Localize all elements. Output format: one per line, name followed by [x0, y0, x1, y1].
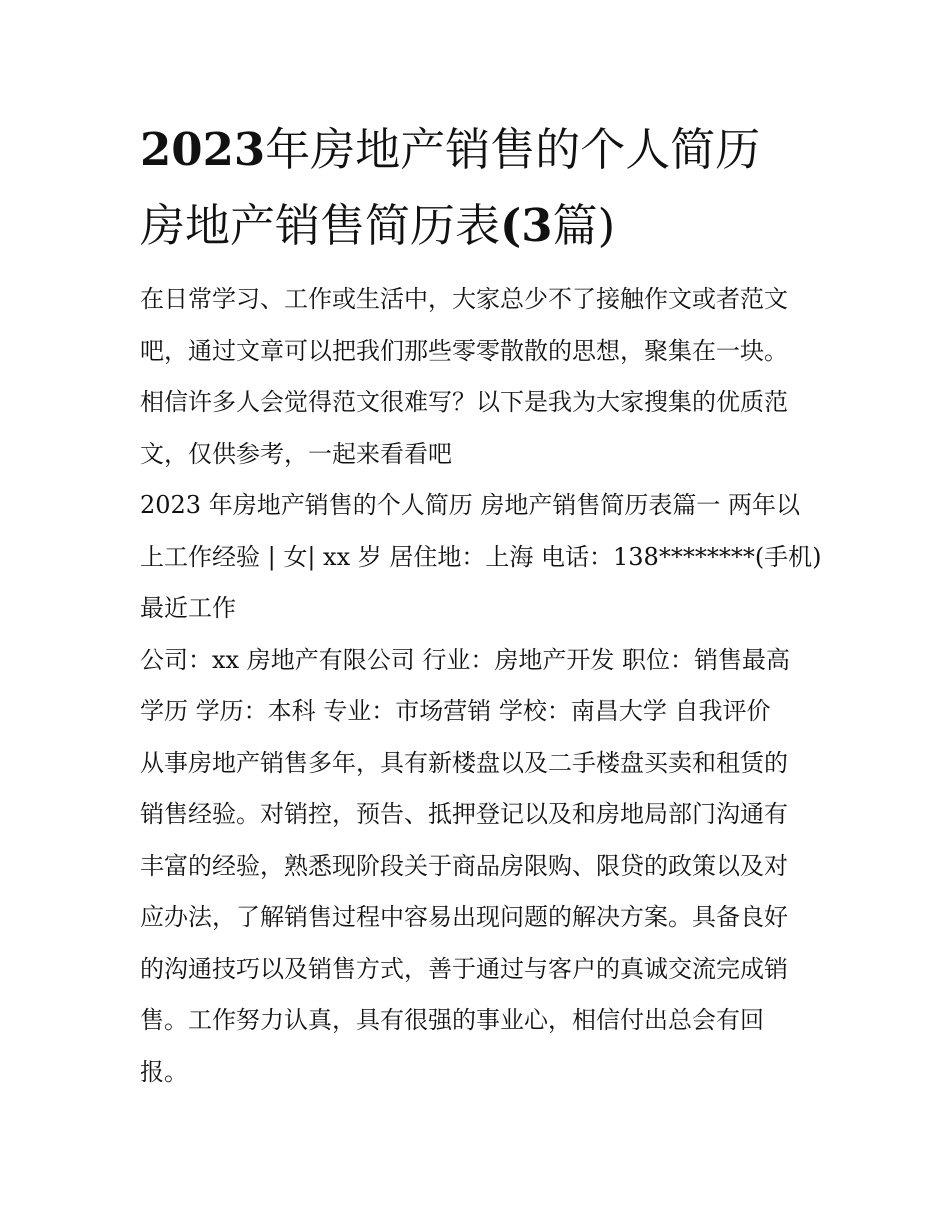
text-line: 在日常学习、工作或生活中，大家总少不了接触作文或者范文	[140, 285, 788, 313]
text-line: 上工作经验 | 女| xx 岁 居住地：上海 电话：138********(手机)	[140, 542, 822, 571]
title-year: 2023	[140, 123, 266, 176]
resume-body-paragraph	[140, 635, 820, 1099]
text-line: 的沟通技巧以及销售方式，善于通过与客户的真诚交流完成销	[140, 954, 788, 983]
resume-header-paragraph	[140, 480, 820, 635]
document-content	[140, 112, 820, 1098]
intro-paragraph	[140, 274, 820, 480]
title-line-2	[140, 188, 820, 264]
title-text-2: 房地产销售简历表	[140, 199, 501, 252]
text-line: 学历 学历：本科 专业：市场营销 学校：南昌大学 自我评价	[140, 697, 771, 725]
text-line: 应办法，了解销售过程中容易出现问题的解决方案。具备良好	[140, 903, 788, 931]
text-line: 文，仅供参考，一起来看看吧	[140, 439, 452, 468]
text-line: 2023 年房地产销售的个人简历 房地产销售简历表篇一 两年以	[140, 491, 800, 519]
title-line-1	[140, 112, 820, 188]
document-title	[140, 112, 820, 264]
text-line: 最近工作	[140, 594, 236, 622]
text-line: 从事房地产销售多年，具有新楼盘以及二手楼盘买卖和租赁的	[140, 748, 788, 777]
title-count: (3	[500, 199, 553, 252]
text-line: 相信许多人会觉得范文很难写？以下是我为大家搜集的优质范	[140, 388, 788, 416]
text-line: 吧，通过文章可以把我们那些零零散散的思想，聚集在一块。	[140, 336, 788, 365]
text-line: 报。	[140, 1057, 188, 1086]
title-suffix: 篇)	[552, 199, 616, 252]
text-line: 销售经验。对销控，预告、抵押登记以及和房地局部门沟通有	[140, 800, 788, 828]
text-line: 售。工作努力认真，具有很强的事业心，相信付出总会有回	[140, 1006, 764, 1034]
title-text-1: 年房地产销售的个人简历	[265, 123, 761, 176]
text-line: 丰富的经验，熟悉现阶段关于商品房限购、限贷的政策以及对	[140, 851, 788, 880]
text-line: 公司：xx 房地产有限公司 行业：房地产开发 职位：销售最高	[140, 645, 790, 674]
